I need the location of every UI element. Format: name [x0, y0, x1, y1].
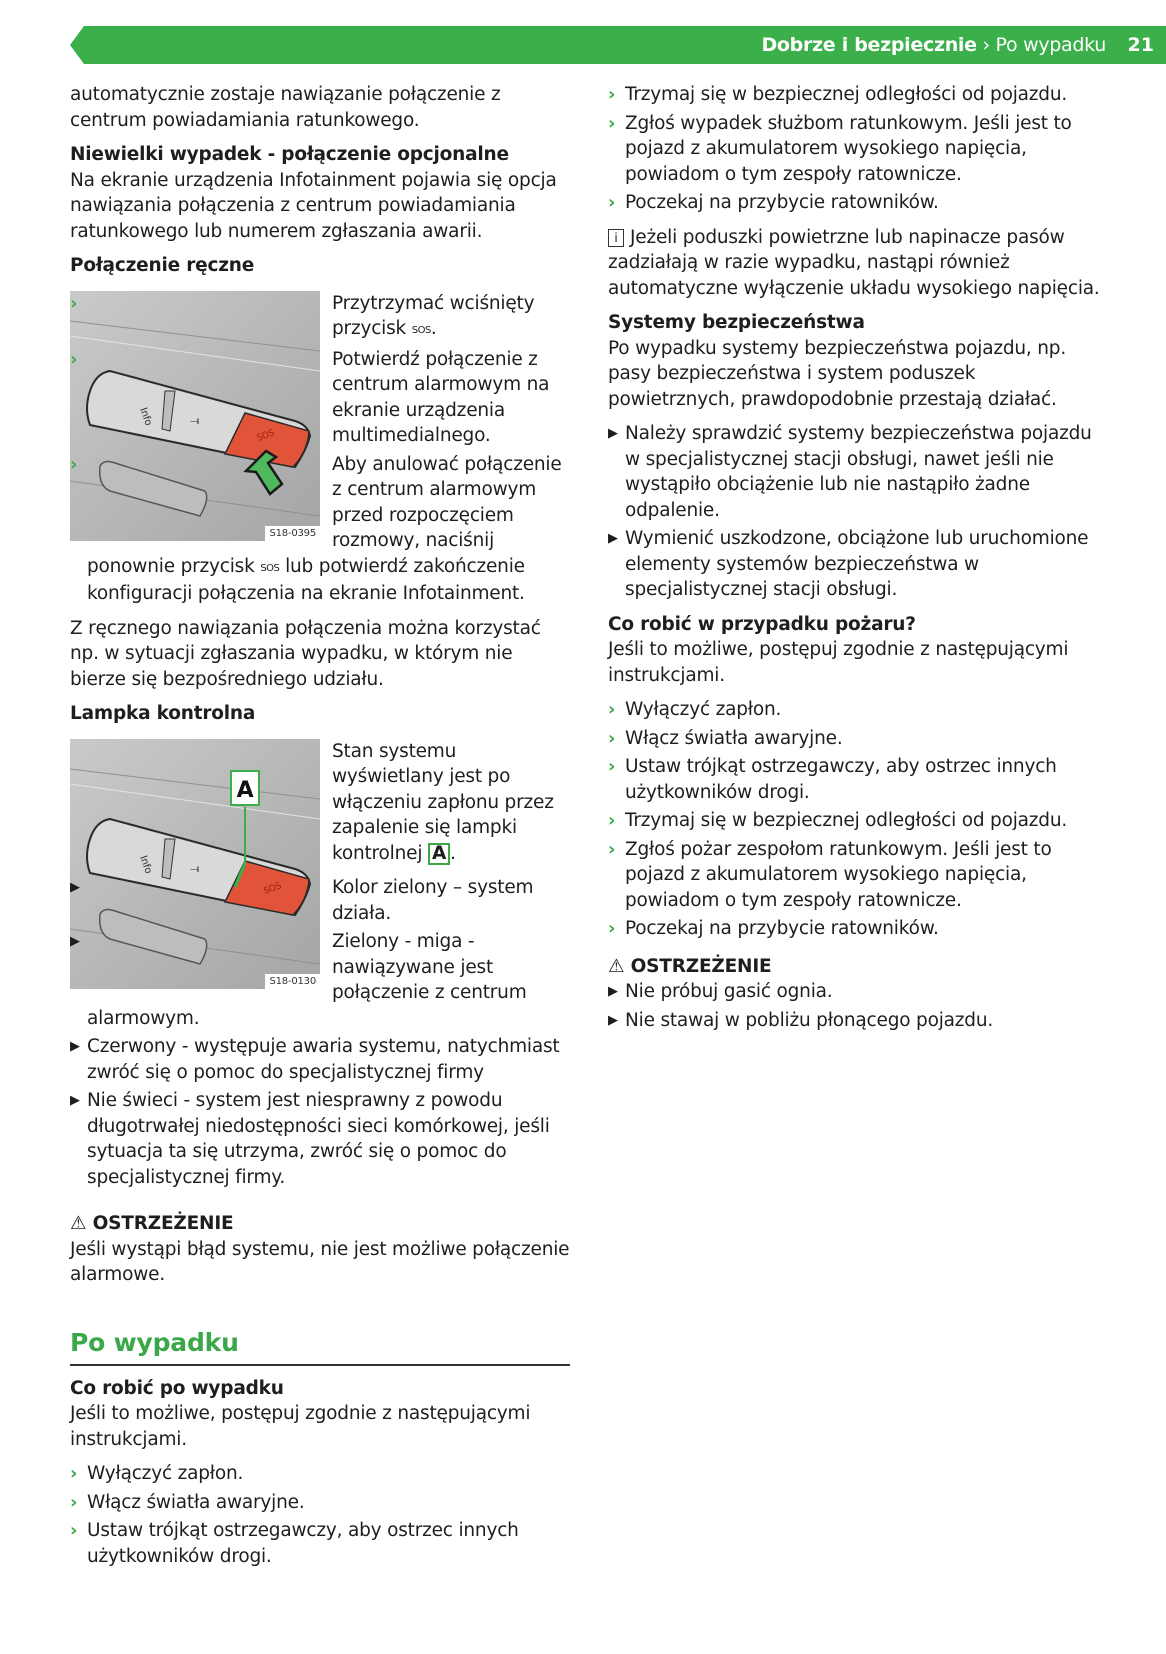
warning-text: Jeśli wystąpi błąd systemu, nie jest możliwe połączenie alarmowe.: [70, 1238, 570, 1285]
list-item: ▶ Zielony - miga - nawiązywane jest połączenie z centrum alarmowym.: [70, 931, 527, 1029]
safety-systems-title: Systemy bezpieczeństwa: [608, 312, 865, 333]
list-item: › Trzymaj się w bezpiecznej odległości od pojazdu.: [608, 82, 1108, 108]
list-item: › Wyłączyć zapłon.: [608, 697, 1108, 723]
breadcrumb: [761, 26, 1106, 64]
control-lamp-title: Lampka kontrolna: [70, 703, 256, 724]
header-band: [70, 26, 1166, 64]
list-item: › Trzymaj się w bezpiecznej odległości od pojazdu.: [608, 808, 1108, 834]
after-accident-text: Jeśli to możliwe, postępuj zgodnie z następującymi instrukcjami.: [70, 1403, 531, 1450]
left-column: [70, 82, 570, 1578]
chevron-right-icon: ›: [608, 192, 616, 213]
chevron-right-icon: ›: [608, 699, 616, 720]
breadcrumb-separator: ›: [982, 34, 990, 56]
callout-reference-a: A: [428, 843, 450, 865]
triangle-right-icon: ▶: [608, 984, 618, 999]
chevron-right-icon: ›: [608, 112, 616, 134]
control-lamp-text: Stan systemu wyświetlany jest po włączeniu zapłonu przez zapalenie się lampki kontrolnej A .: [332, 740, 554, 864]
chevron-right-icon: ›: [608, 84, 616, 105]
intro-paragraph: automatycznie zostaje nawiązanie połączenie z centrum powiadamiania ratunkowego.: [70, 84, 501, 131]
lamp-status-list: [70, 875, 570, 1190]
fire-title: Co robić w przypadku pożaru?: [608, 613, 916, 635]
triangle-right-icon: ▶: [70, 880, 80, 895]
warning-title: ⚠ OSTRZEŻENIE: [70, 1213, 234, 1234]
info-note: i Jeżeli poduszki powietrzne lub napinacze pasów zadziałają w razie wypadku, nastąpi również automatyczne wyłączenie układu wysokiego napięcia.: [608, 226, 1100, 299]
page-number: 21: [1127, 34, 1154, 56]
callout-label: A: [236, 777, 254, 803]
svg-text:SOS: SOS: [262, 880, 283, 897]
triangle-right-icon: ▶: [608, 531, 618, 546]
figure-code: S18-0395: [265, 526, 320, 541]
list-item: › Włącz światła awaryjne.: [608, 726, 1108, 752]
chevron-right-icon: ›: [70, 348, 78, 370]
list-item: › Aby anulować połączenie z centrum alarmowym przed rozpoczęciem rozmowy, naciśnij ponownie przycisk SOS lub potwierdź zakończenie konfiguracji połączenia na ekranie Infotainment.: [70, 453, 562, 604]
fire-text: Jeśli to możliwe, postępuj zgodnie z następującymi instrukcjami.: [608, 639, 1069, 686]
wrench-icon: ⟞: [190, 861, 199, 875]
chevron-right-icon: ›: [70, 1463, 78, 1484]
list-item: ▶ Należy sprawdzić systemy bezpieczeństwa pojazdu w specjalistycznej stacji obsługi, nawet jeśli nie wystąpiło obciążenie lub nie nastąpiło żadne odpalenie.: [608, 423, 1092, 521]
chevron-right-icon: ›: [70, 292, 78, 314]
wrench-icon: ⟞: [190, 413, 199, 427]
list-item: › Przytrzymać wciśnięty przycisk SOS.: [70, 292, 535, 339]
list-item: › Wyłączyć zapłon.: [70, 1461, 570, 1487]
section-title: Po wypadku: [70, 1328, 570, 1366]
list-item: ▶ Nie świeci - system jest niesprawny z powodu długotrwałej niedostępności sieci komórkowej, jeśli sytuacja ta się utrzyma, zwróć się o pomoc do specjalistycznej firmy.: [70, 1090, 550, 1188]
chevron-right-icon: ›: [70, 1491, 78, 1513]
list-item: ▶ Nie stawaj w pobliżu płonącego pojazdu.: [608, 1008, 1108, 1034]
list-item: › Poczekaj na przybycie ratowników.: [608, 916, 1108, 942]
list-item: › Poczekaj na przybycie ratowników.: [608, 190, 1108, 216]
after-accident-title: Co robić po wypadku: [70, 1377, 284, 1399]
control-lamp-block: [70, 739, 570, 1200]
list-item: › Zgłoś wypadek służbom ratunkowym. Jeśli jest to pojazd z akumulatorem wysokiego napięcia, powiadom o tym zespoły ratownicze.: [608, 112, 1072, 185]
fire-steps: [608, 697, 1108, 942]
chevron-right-icon: ›: [608, 810, 616, 831]
list-item: ▶ Czerwony - występuje awaria systemu, natychmiast zwróć się o pomoc do specjalistycznej firmy: [70, 1036, 560, 1083]
list-item: › Ustaw trójkąt ostrzegawczy, aby ostrzec innych użytkowników drogi.: [608, 756, 1057, 803]
triangle-right-icon: ▶: [70, 1039, 80, 1054]
triangle-right-icon: ▶: [608, 426, 618, 441]
list-item: › Włącz światła awaryjne.: [70, 1490, 570, 1516]
list-item: ▶ Wymienić uszkodzone, obciążone lub uruchomione elementy systemów bezpieczeństwa w specjalistycznej stacji obsługi.: [608, 528, 1089, 600]
triangle-right-icon: ▶: [70, 1093, 80, 1108]
figure-code: S18-0130: [265, 974, 320, 989]
right-column: [608, 82, 1108, 1042]
svg-text:Info: Info: [137, 405, 154, 427]
manual-connection-title: Połączenie ręczne: [70, 255, 255, 276]
minor-accident-title: Niewielki wypadek - połączenie opcjonalne: [70, 144, 509, 165]
list-item: › Zgłoś pożar zespołom ratunkowym. Jeśli jest to pojazd z akumulatorem wysokiego napięcia, powiadom o tym zespoły ratownicze.: [608, 838, 1052, 911]
info-icon: i: [608, 229, 624, 247]
triangle-right-icon: ▶: [70, 934, 80, 949]
safety-systems-text: Po wypadku systemy bezpieczeństwa pojazdu, np. pasy bezpieczeństwa i system poduszek powietrznych, prawdopodobnie przestają działać.: [608, 337, 1067, 410]
warning-title: ⚠ OSTRZEŻENIE: [608, 955, 772, 977]
after-accident-steps-continued: [608, 82, 1108, 216]
manual-connection-note: Z ręcznego nawiązania połączenia można korzystać np. w sytuacji zgłaszania wypadku, w którym nie bierze się bezpośredniego udziału.: [70, 617, 541, 690]
after-accident-steps: [70, 1461, 570, 1569]
svg-text:Info: Info: [137, 853, 154, 875]
manual-connection-block: [70, 291, 570, 616]
safety-systems-list: [608, 421, 1108, 603]
chevron-right-icon: ›: [608, 727, 616, 749]
list-item: › Ustaw trójkąt ostrzegawczy, aby ostrzec innych użytkowników drogi.: [70, 1520, 519, 1567]
chevron-right-icon: ›: [608, 756, 616, 777]
list-item: ▶ Kolor zielony – system działa.: [70, 877, 534, 924]
list-item: › Potwierdź połączenie z centrum alarmowym na ekranie urządzenia multimedialnego.: [70, 348, 550, 446]
breadcrumb-section: Dobrze i bezpiecznie: [761, 34, 977, 56]
minor-accident-text: Na ekranie urządzenia Infotainment pojawia się opcja nawiązania połączenia z centrum powiadamiania ratunkowego lub numerem zgłaszania awarii.: [70, 169, 557, 242]
triangle-right-icon: ▶: [608, 1012, 618, 1028]
chevron-right-icon: ›: [70, 453, 78, 475]
warning-icon: ⚠: [608, 955, 625, 977]
warning-icon: ⚠: [70, 1213, 87, 1234]
breadcrumb-subsection: Po wypadku: [995, 34, 1106, 56]
fire-warning-list: [608, 979, 1108, 1033]
chevron-right-icon: ›: [608, 838, 616, 860]
sos-button-icon: SOS: [260, 562, 280, 574]
chevron-right-icon: ›: [608, 918, 616, 939]
svg-text:SOS: SOS: [255, 427, 276, 444]
sos-button-icon: SOS: [411, 325, 431, 336]
list-item: ▶ Nie próbuj gasić ognia.: [608, 979, 1108, 1005]
chevron-right-icon: ›: [70, 1520, 78, 1541]
